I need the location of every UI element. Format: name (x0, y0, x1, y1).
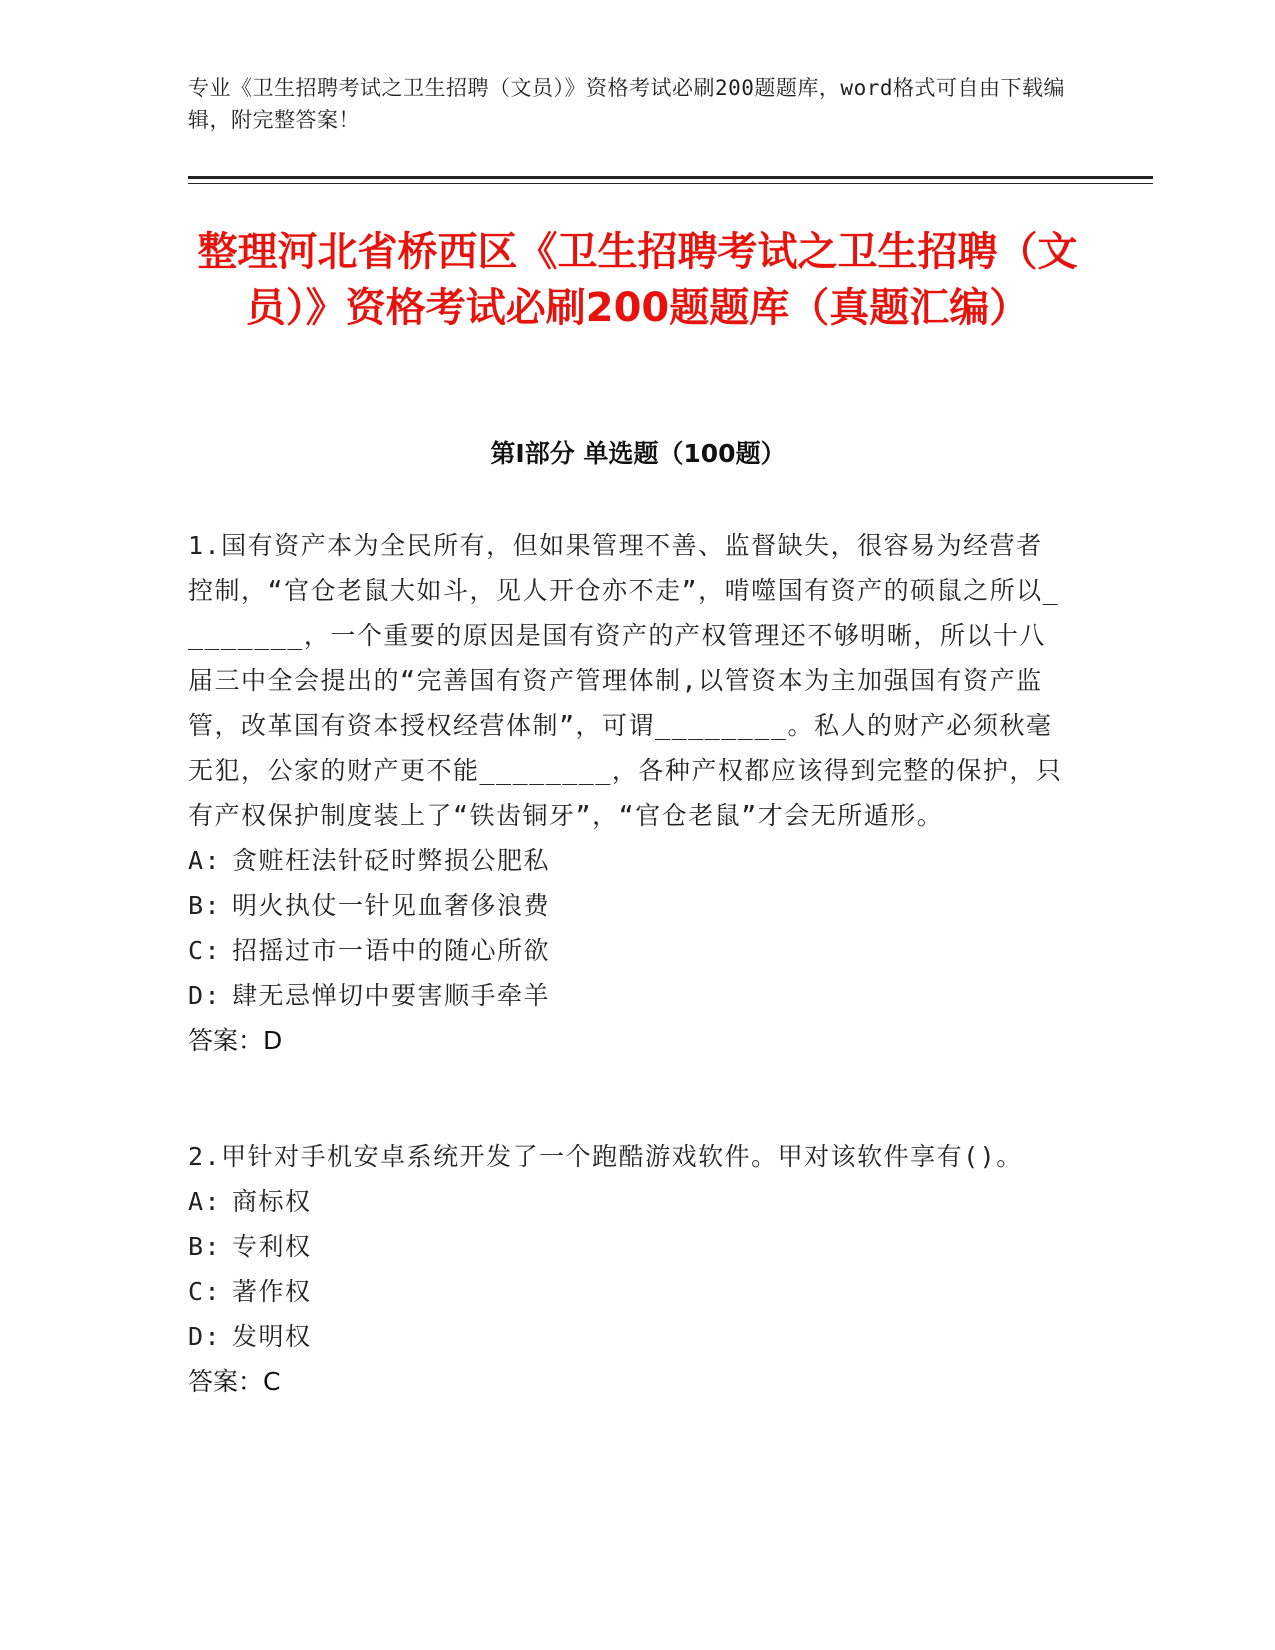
option-b (188, 1224, 1068, 1269)
question-stem: 1.国有资产本为全民所有，但如果管理不善、监督缺失，很容易为经营者控制，“官仓老鼠大如斗，见人开仓亦不走”，啃噬国有资产的硕鼠之所以________，一个重要的原因是国有资产的产权管理还不够明晰，所以十八届三中全会提出的“完善国有资产管理体制,以管资本为主加强国有资产监管，改革国有资本授权经营体制”，可谓________。私人的财产必须秋毫无犯，公家的财产更不能________，各种产权都应该得到完整的保护，只有产权保护制度装上了“铁齿铜牙”，“官仓老鼠”才会无所遁形。 (188, 531, 1063, 830)
option-d (188, 1314, 1068, 1359)
answer-line: 答案：D (188, 1026, 283, 1055)
option-key: A: (188, 846, 222, 875)
option-c (188, 928, 1068, 973)
option-key: D: (188, 981, 222, 1010)
question-stem: 2.甲针对手机安卓系统开发了一个跑酷游戏软件。甲对该软件享有()。 (188, 1142, 1023, 1171)
option-text: 著作权 (232, 1277, 312, 1306)
option-text: 贪赃枉法针砭时弊损公肥私 (232, 846, 551, 875)
answer-line: 答案：C (188, 1367, 281, 1396)
option-text: 专利权 (232, 1232, 312, 1261)
option-text: 肆无忌惮切中要害顺手牵羊 (232, 981, 551, 1010)
option-text: 商标权 (232, 1187, 312, 1216)
option-d (188, 973, 1068, 1018)
option-key: C: (188, 936, 222, 965)
question-1 (188, 523, 1068, 1063)
option-key: C: (188, 1277, 222, 1306)
question-2 (188, 1134, 1068, 1404)
document-title: 整理河北省桥西区《卫生招聘考试之卫生招聘（文员）》资格考试必刷200题题库（真题汇编） (197, 229, 1078, 331)
option-b (188, 883, 1068, 928)
option-text: 明火执仗一针见血奢侈浪费 (232, 891, 551, 920)
option-text: 招摇过市一语中的随心所欲 (232, 936, 551, 965)
option-key: B: (188, 1232, 222, 1261)
option-key: A: (188, 1187, 222, 1216)
option-key: D: (188, 1322, 222, 1351)
option-a (188, 838, 1068, 883)
option-text: 发明权 (232, 1322, 312, 1351)
option-c (188, 1269, 1068, 1314)
section-heading: 第Ⅰ部分 单选题（100题） (490, 439, 786, 468)
header-divider-thick (188, 176, 1153, 179)
option-a (188, 1179, 1068, 1224)
option-key: B: (188, 891, 222, 920)
header-divider-thin (188, 183, 1153, 184)
header-note: 专业《卫生招聘考试之卫生招聘（文员）》资格考试必刷200题题库，word格式可自由下载编辑，附完整答案！ (188, 76, 1065, 132)
